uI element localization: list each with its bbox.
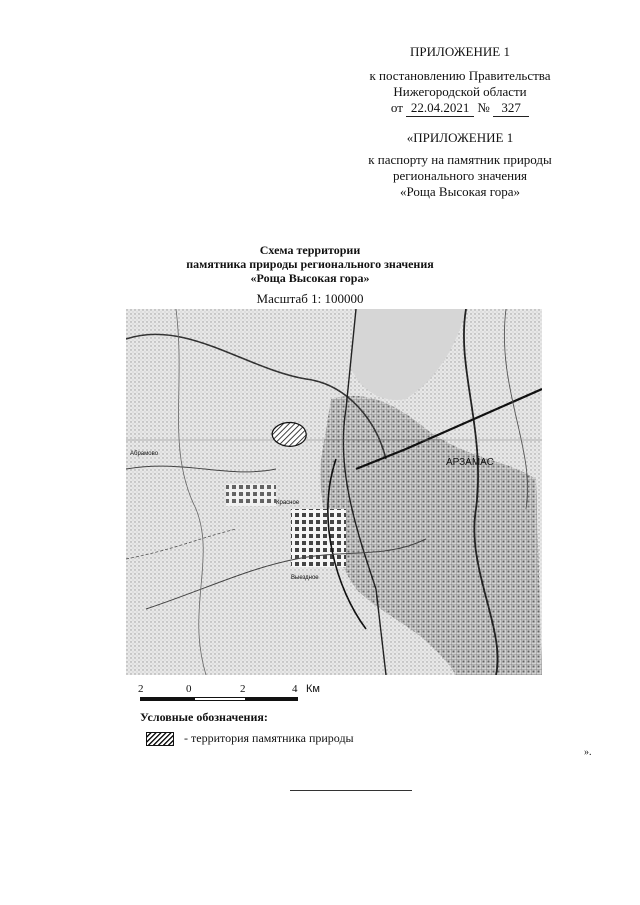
scheme-title-3: «Роща Высокая гора»	[250, 271, 370, 285]
map-label-arzamas: АРЗАМАС	[446, 457, 494, 468]
scale-segment	[194, 697, 246, 701]
sub-annex-line-1: к паспорту на памятник природы	[368, 152, 552, 167]
scale-tick-4: 4	[292, 683, 298, 695]
scheme-title-1: Схема территории	[259, 243, 361, 257]
sub-annex-block	[360, 130, 560, 200]
scale-unit: Км	[306, 683, 320, 695]
scale-tick-2: 0	[186, 683, 192, 695]
scale-tick-1: 2	[138, 683, 144, 695]
annex-title: ПРИЛОЖЕНИЕ 1	[410, 44, 510, 59]
annex-block	[340, 44, 580, 117]
date-value: 22.04.2021	[406, 100, 474, 117]
sub-annex-line-3: «Роща Высокая гора»	[399, 184, 520, 199]
number-value: 327	[493, 100, 529, 117]
map-graphic	[126, 309, 542, 675]
sub-annex-title: «ПРИЛОЖЕНИЕ 1	[406, 130, 514, 145]
footer-divider	[290, 790, 412, 791]
annex-line-2: Нижегородской области	[393, 84, 527, 99]
closing-quote: ».	[584, 747, 592, 758]
date-prefix: от	[390, 100, 403, 115]
scale-bar	[138, 683, 338, 703]
legend-item	[146, 731, 354, 746]
hatched-area-swatch-icon	[146, 732, 174, 746]
map-label-abramovo: Абрамово	[130, 451, 159, 457]
map-label-vyezdnoe: Выездное	[291, 575, 319, 581]
topographic-map	[126, 309, 542, 675]
annex-line-1: к постановлению Правительства	[369, 68, 551, 83]
legend-title: Условные обозначения:	[140, 710, 268, 724]
scale-segment	[140, 697, 194, 701]
annex-date-line	[340, 100, 580, 117]
scheme-scale: Масштаб 1: 100000	[256, 291, 364, 306]
scale-segment	[246, 697, 298, 701]
scheme-title-block	[150, 243, 470, 307]
scale-tick-3: 2	[240, 683, 246, 695]
scheme-title-2: памятника природы регионального значения	[186, 257, 434, 271]
legend-item-label: - территория памятника природы	[184, 731, 354, 745]
sub-annex-line-2: регионального значения	[392, 168, 528, 183]
map-label-krasnoe: Красное	[276, 500, 300, 506]
number-prefix: №	[477, 100, 490, 115]
